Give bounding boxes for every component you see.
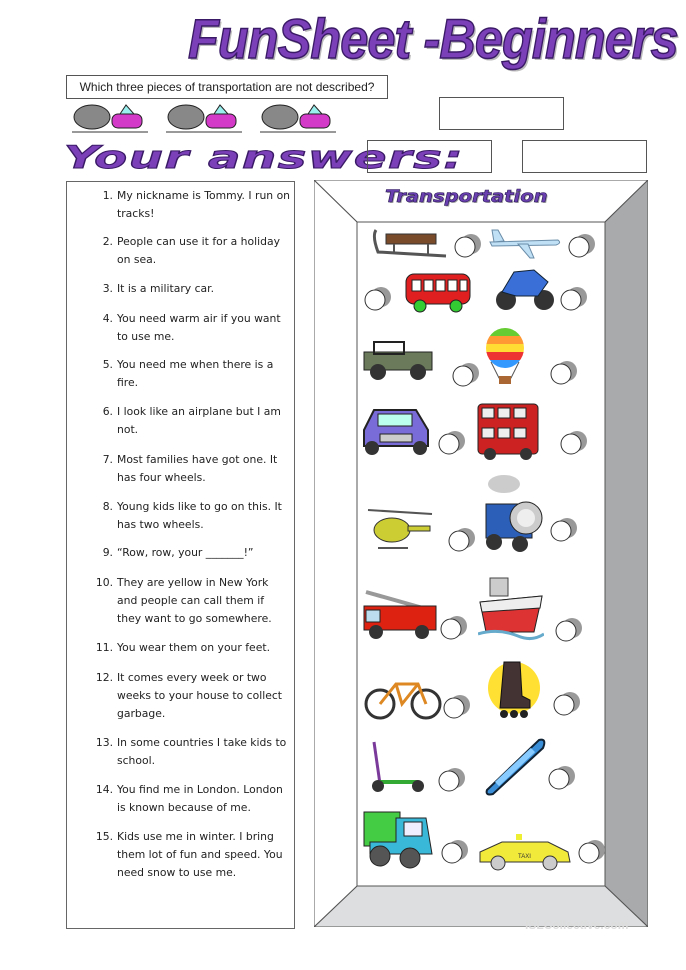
watermark: iSLCollective.com <box>525 918 629 932</box>
motorbike-icon <box>494 262 556 314</box>
answer-circle[interactable] <box>362 286 392 312</box>
answer-circle[interactable] <box>436 767 466 793</box>
garbage-truck-icon <box>360 808 436 870</box>
answer-box-1[interactable] <box>439 97 564 130</box>
taxi-icon <box>476 832 574 872</box>
sled-icon <box>372 226 452 262</box>
bus-icon <box>400 270 475 314</box>
answer-circle[interactable] <box>551 691 581 717</box>
bicycle-icon <box>364 668 442 722</box>
answer-circle[interactable] <box>576 839 606 865</box>
tornado-car-icon <box>72 105 148 132</box>
list-item: 15. Kids use me in winter. I bring them lot of fun and speed. You need snow to use me. <box>95 830 283 879</box>
answer-circle[interactable] <box>558 430 588 456</box>
list-item: 10. They are yellow in New York and people can call them if they want to go somewhere. <box>95 576 272 625</box>
fire-truck-icon <box>360 586 440 642</box>
list-item: 3. It is a military car. <box>102 282 215 295</box>
taxi-sign: TAXI <box>518 854 531 860</box>
answer-circle[interactable] <box>441 694 471 720</box>
airplane-icon <box>488 228 563 260</box>
descriptions-list <box>66 181 295 929</box>
answer-circle[interactable] <box>436 430 466 456</box>
answer-circle[interactable] <box>553 617 583 643</box>
tornado-car-icon <box>260 105 336 132</box>
list-item: 1. My nickname is Tommy. I run on tracks! <box>102 189 291 220</box>
jeep-icon <box>360 338 438 382</box>
double-decker-bus-icon <box>474 402 542 462</box>
helicopter-icon <box>364 504 436 556</box>
answer-circle[interactable] <box>558 286 588 312</box>
scooter-icon <box>364 738 428 794</box>
car-icon <box>360 404 432 458</box>
answer-circle[interactable] <box>438 615 468 641</box>
rollerblades-icon <box>486 656 542 722</box>
list-item: 8. Young kids like to go on this. It has two wheels. <box>102 500 282 531</box>
answer-circle[interactable] <box>566 233 596 259</box>
ship-icon <box>478 572 544 642</box>
answer-circle[interactable] <box>452 233 482 259</box>
answer-circle[interactable] <box>446 527 476 553</box>
list-item: 9. “Row, row, your _______!” <box>102 546 254 559</box>
list-item: 11. You wear them on your feet. <box>95 641 271 654</box>
tornado-car-icon <box>166 105 242 132</box>
list-item: 6. I look like an airplane but I am not. <box>102 405 281 436</box>
list-item: 4. You need warm air if you want to use me. <box>102 312 281 343</box>
car-illustrations <box>70 102 340 136</box>
answer-circle[interactable] <box>548 517 578 543</box>
page-title: FunSheet -Beginners <box>188 7 678 70</box>
question-box: Which three pieces of transportation are not described? <box>66 75 388 99</box>
list-item: 2. People can use it for a holiday on sea. <box>102 235 280 266</box>
list-item: 13. In some countries I take kids to school. <box>95 736 287 767</box>
answer-circle[interactable] <box>546 765 576 791</box>
rowing-boat-icon <box>483 734 547 796</box>
panel-title: Transportation <box>385 187 548 207</box>
list-item: 12. It comes every week or two weeks to your house to collect garbage. <box>95 671 283 720</box>
train-icon <box>482 474 554 554</box>
list-item: 14. You find me in London. London is known because of me. <box>95 783 283 814</box>
answer-box-2[interactable] <box>367 140 492 173</box>
your-answers-label: Your answers: <box>64 140 465 176</box>
answer-box-3[interactable] <box>522 140 647 173</box>
answer-circle[interactable] <box>450 362 480 388</box>
answer-circle[interactable] <box>439 839 469 865</box>
list-item: 5. You need me when there is a fire. <box>102 358 274 389</box>
list-item: 7. Most families have got one. It has four wheels. <box>102 453 278 484</box>
hot-air-balloon-icon <box>483 328 527 388</box>
answer-circle[interactable] <box>548 360 578 386</box>
